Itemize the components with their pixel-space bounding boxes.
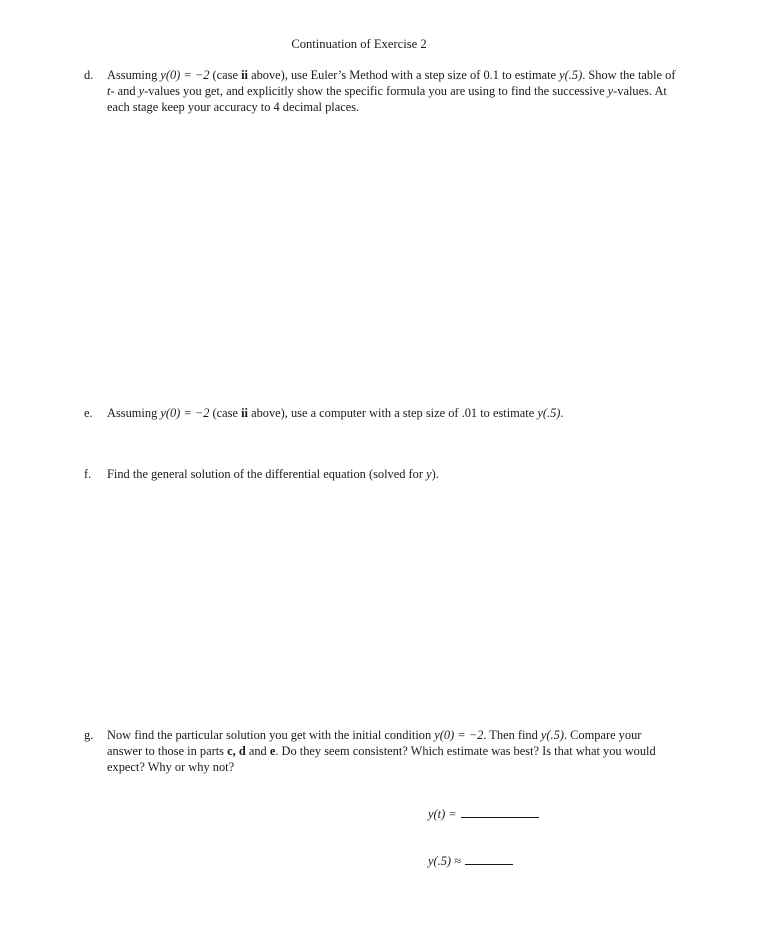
text-run: (case <box>209 406 242 420</box>
answer-y5-label: y(.5) ≈ <box>428 854 461 868</box>
answer-y5 <box>428 853 513 869</box>
math-estimate: y(.5) <box>540 728 564 742</box>
math-initial-condition: y(0) = −2 <box>434 728 484 742</box>
text-run: above), use a computer with a step size of .01 to estimate <box>247 406 538 420</box>
bold-case: ii <box>241 406 248 420</box>
item-text-f <box>107 466 743 482</box>
item-letter-e: e. <box>84 406 93 420</box>
math-initial-condition: y(0) = −2 <box>160 68 210 82</box>
item-d-line-2 <box>107 83 743 99</box>
answer-y5-blank[interactable] <box>465 863 513 865</box>
bold-part-ref: c, <box>227 744 236 758</box>
item-letter-f: f. <box>84 467 92 481</box>
math-initial-condition: y(0) = −2 <box>160 406 210 420</box>
item-letter-d: d. <box>84 68 94 82</box>
item-text-g <box>107 727 743 775</box>
item-letter-g: g. <box>84 728 94 742</box>
math-estimate: y(.5) <box>537 406 561 420</box>
math-estimate: y(.5) <box>559 68 583 82</box>
text-run: ). <box>431 467 439 481</box>
text-run: Now find the particular solution you get with the initial condition <box>107 728 435 742</box>
bold-part-ref: d <box>238 744 246 758</box>
math-var-t: t <box>107 84 111 98</box>
answer-yt <box>428 806 539 822</box>
item-text-e <box>107 405 743 421</box>
text-run: . Then find <box>483 728 541 742</box>
item-g-line-2 <box>107 743 743 759</box>
text-run: . Compare your <box>563 728 642 742</box>
text-run: Find the general solution of the differential equation (solved for <box>107 467 427 481</box>
text-run: above), use Euler’s Method with a step size of 0.1 to estimate <box>247 68 560 82</box>
item-text-d <box>107 67 743 115</box>
item-d-line-1 <box>107 67 743 83</box>
text-run: Assuming <box>107 68 161 82</box>
item-e-line-1 <box>107 405 743 421</box>
bold-part-ref: e <box>269 744 276 758</box>
text-run: and <box>245 744 270 758</box>
item-g-line-3: expect? Why or why not? <box>107 760 235 774</box>
item-g-line-1 <box>107 727 743 743</box>
page-title: Continuation of Exercise 2 <box>291 37 427 51</box>
text-run: -values you get, and explicitly show the specific formula you are using to find the successive <box>144 84 608 98</box>
text-run: -values. At <box>613 84 667 98</box>
math-var-y: y <box>607 84 614 98</box>
text-run: - and <box>110 84 139 98</box>
answer-yt-label: y(t) = <box>428 807 457 821</box>
text-run: answer to those in parts <box>107 744 228 758</box>
item-d-line-3: each stage keep your accuracy to 4 decimal places. <box>107 100 360 114</box>
item-f-line-1 <box>107 466 743 482</box>
bold-case: ii <box>241 68 248 82</box>
text-run: . Show the table of <box>582 68 676 82</box>
math-var-y: y <box>426 467 432 481</box>
text-run: . Do they seem consistent? Which estimate was best? Is that what you would <box>275 744 656 758</box>
answer-yt-blank[interactable] <box>461 816 539 818</box>
text-run: (case <box>209 68 242 82</box>
text-run: . <box>560 406 564 420</box>
text-run: Assuming <box>107 406 161 420</box>
math-var-y: y <box>138 84 145 98</box>
